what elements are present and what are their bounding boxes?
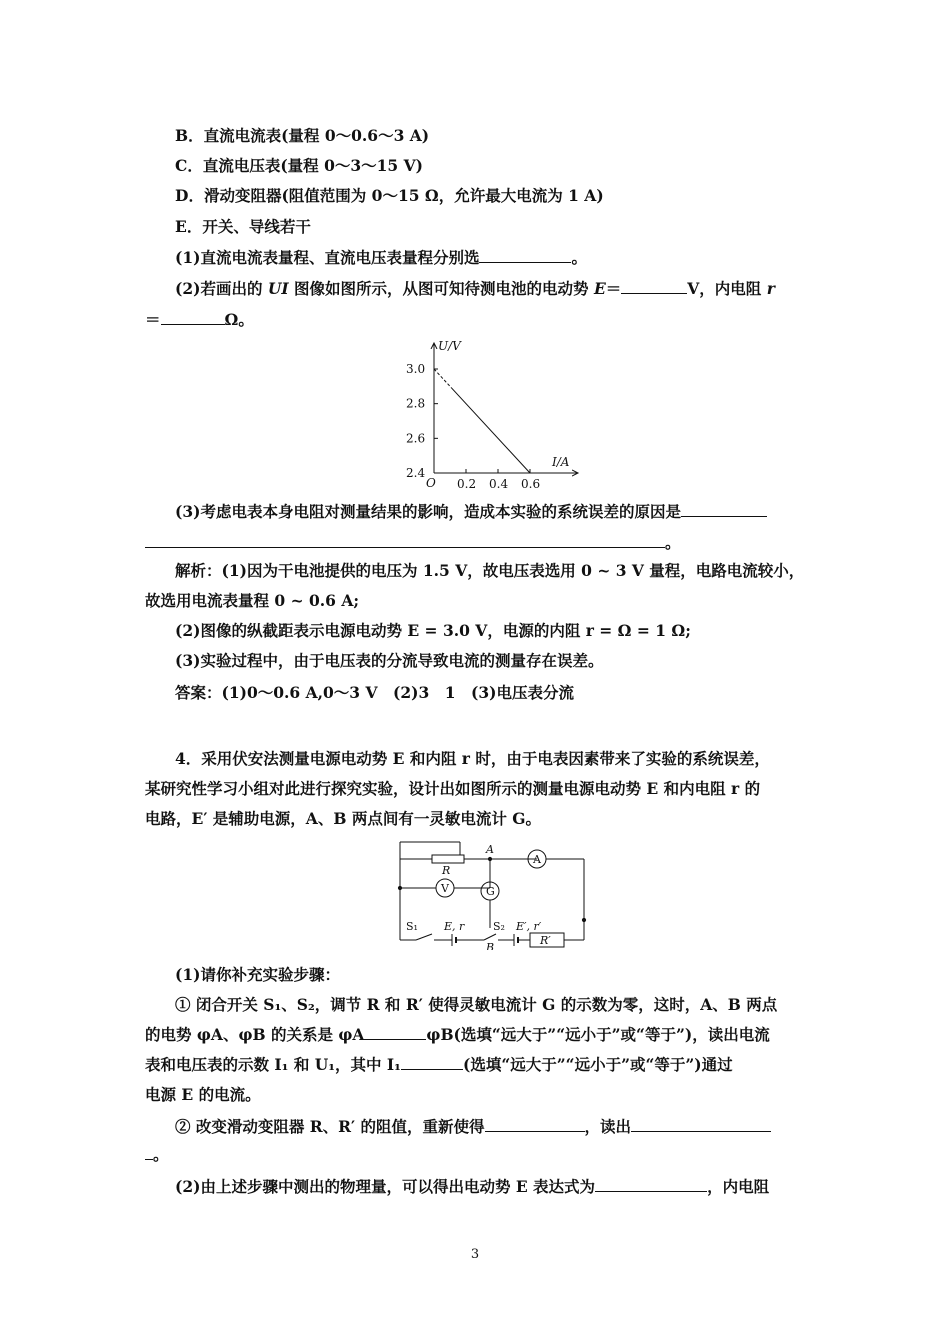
answer-blank xyxy=(364,1025,426,1040)
option-e: E．开关、导线若干 xyxy=(175,217,311,236)
question-2-r-symbol: r xyxy=(766,279,775,298)
q4-step1-line3-b: (选填“远大于”“远小于”或“等于”)通过 xyxy=(462,1055,733,1074)
question-2-text-d: V，内电阻 xyxy=(687,279,767,298)
question-3-text: (3)考虑电表本身电阻对测量结果的影响，造成本实验的系统误差的原因是 xyxy=(175,502,681,521)
q4-step2-end: 。 xyxy=(153,1145,169,1164)
q4-step1-line3-a: 表和电压表的示数 I₁ 和 U₁，其中 I₁ xyxy=(145,1055,401,1074)
q4-line-2: 某研究性学习小组对此进行探究实验，设计出如图所示的测量电源电动势 E 和内电阻 r 的 xyxy=(145,779,761,798)
answer-line: 答案：(1)0～0.6 A,0～3 V (2)3 1 (3)电压表分流 xyxy=(175,683,574,702)
y-tick-label: 2.4 xyxy=(406,466,426,480)
question-1-end: 。 xyxy=(571,248,587,267)
q4-line-3: 电路，E′ 是辅助电源，A、B 两点间有一灵敏电流计 G。 xyxy=(145,809,541,828)
q4-step2-text-a: ② 改变滑动变阻器 R、R′ 的阻值，重新使得 xyxy=(175,1117,485,1136)
x-axis-label: I/A xyxy=(552,455,570,469)
switch-s1-label: S₁ xyxy=(406,920,418,933)
question-3-end: 。 xyxy=(665,533,681,552)
node-b-label: B xyxy=(486,941,495,950)
q4-line-1: 4．采用伏安法测量电源电动势 E 和内阻 r 时，由于电表因素带来了实验的系统误差， xyxy=(175,749,770,768)
circuit-diagram xyxy=(392,840,592,950)
q4-step2-text-b: ，读出 xyxy=(584,1117,632,1136)
q4-step2-line1 xyxy=(175,1116,771,1138)
galvanometer-label: G xyxy=(486,885,495,898)
q4-step1-line4: 电源 E 的电流。 xyxy=(145,1085,261,1104)
battery-e-prime-label: E′, r′ xyxy=(516,920,542,933)
q4-part2-text-b: ，内电阻 xyxy=(707,1177,770,1196)
answer-blank xyxy=(485,1117,585,1132)
node-a-label: A xyxy=(486,843,494,856)
question-1 xyxy=(175,247,587,269)
x-tick-label: 0.4 xyxy=(489,477,509,491)
q4-part2-text-a: (2)由上述步骤中测出的物理量，可以得出电动势 E 表达式为 xyxy=(175,1177,596,1196)
q4-part2-line1 xyxy=(175,1176,769,1198)
question-2-equals-2: ＝ xyxy=(145,310,161,329)
answer-blank xyxy=(145,533,665,548)
question-2-ui: UI xyxy=(267,279,289,298)
x-tick-label: 0.6 xyxy=(521,477,541,491)
ammeter-label: A xyxy=(533,853,541,866)
answer-blank xyxy=(145,1145,153,1160)
answer-blank xyxy=(479,248,571,263)
question-2-unit: Ω。 xyxy=(224,310,254,329)
q4-step1-line2 xyxy=(145,1024,770,1046)
question-3-line2 xyxy=(145,532,681,554)
x-tick-label: 0.2 xyxy=(457,477,477,491)
answer-blank xyxy=(631,1117,771,1132)
answer-blank xyxy=(681,502,767,517)
series-line xyxy=(451,388,530,473)
series-line-extension xyxy=(434,369,451,388)
answer-blank xyxy=(161,310,225,325)
q4-step1-line2-b: φB(选填“远大于”“远小于”或“等于”)，读出电流 xyxy=(426,1025,770,1044)
question-2-text-b: 图像如图所示，从图可知待测电池的电动势 xyxy=(288,279,594,298)
question-2-emf-symbol: E xyxy=(593,279,606,298)
y-tick-label: 2.8 xyxy=(406,396,426,411)
origin-label: O xyxy=(426,476,436,490)
switch-s2-label: S₂ xyxy=(493,920,505,933)
q4-step2-line2 xyxy=(145,1144,169,1166)
rheostat-r-prime-label: R′ xyxy=(540,934,551,947)
question-1-text: (1)直流电流表量程、直流电压表量程分别选 xyxy=(175,248,480,267)
battery-e-label: E, r xyxy=(444,920,465,933)
solution-line-1: 解析：(1)因为干电池提供的电压为 1.5 V，故电压表选用 0 ~ 3 V 量程，电路电流较小， xyxy=(175,561,805,580)
solution-line-3: (2)图像的纵截距表示电源电动势 E = 3.0 V，电源的内阻 r = Ω = 1 Ω; xyxy=(175,621,691,640)
answer-blank xyxy=(401,1055,463,1070)
voltmeter-label: V xyxy=(441,882,449,895)
switch-s2 xyxy=(484,934,496,940)
question-2-equals: ＝ xyxy=(605,279,622,298)
y-axis-label: U/V xyxy=(438,339,461,353)
q4-step1-line1: ① 闭合开关 S₁、S₂，调节 R 和 R′ 使得灵敏电流计 G 的示数为零，这时，A、B 两点 xyxy=(175,995,778,1014)
question-2-line1 xyxy=(175,278,775,300)
q4-step-intro: (1)请你补充实验步骤： xyxy=(175,965,340,984)
answer-blank xyxy=(621,279,687,294)
question-3-line1 xyxy=(175,501,767,523)
rheostat-r-label: R xyxy=(442,864,451,877)
question-2-line2 xyxy=(145,309,254,331)
ui-graph xyxy=(400,335,590,493)
switch-s1 xyxy=(416,934,432,940)
answer-blank xyxy=(595,1177,707,1192)
option-c: C．直流电压表(量程 0～3～15 V) xyxy=(175,156,423,175)
rheostat-r xyxy=(432,855,464,863)
option-d: D．滑动变阻器(阻值范围为 0～15 Ω，允许最大电流为 1 A) xyxy=(175,186,604,205)
y-tick-label: 3.0 xyxy=(406,362,426,376)
q4-step1-line3 xyxy=(145,1054,733,1076)
y-tick-label: 2.6 xyxy=(406,431,426,446)
q4-step1-line2-a: 的电势 φA、φB 的关系是 φA xyxy=(145,1025,365,1044)
solution-line-4: (3)实验过程中，由于电压表的分流导致电流的测量存在误差。 xyxy=(175,651,604,670)
solution-line-2: 故选用电流表量程 0 ~ 0.6 A; xyxy=(145,591,360,610)
page-number: 3 xyxy=(470,1247,480,1262)
question-2-text-a: (2)若画出的 xyxy=(175,279,268,298)
option-b: B．直流电流表(量程 0～0.6～3 A) xyxy=(175,126,430,145)
